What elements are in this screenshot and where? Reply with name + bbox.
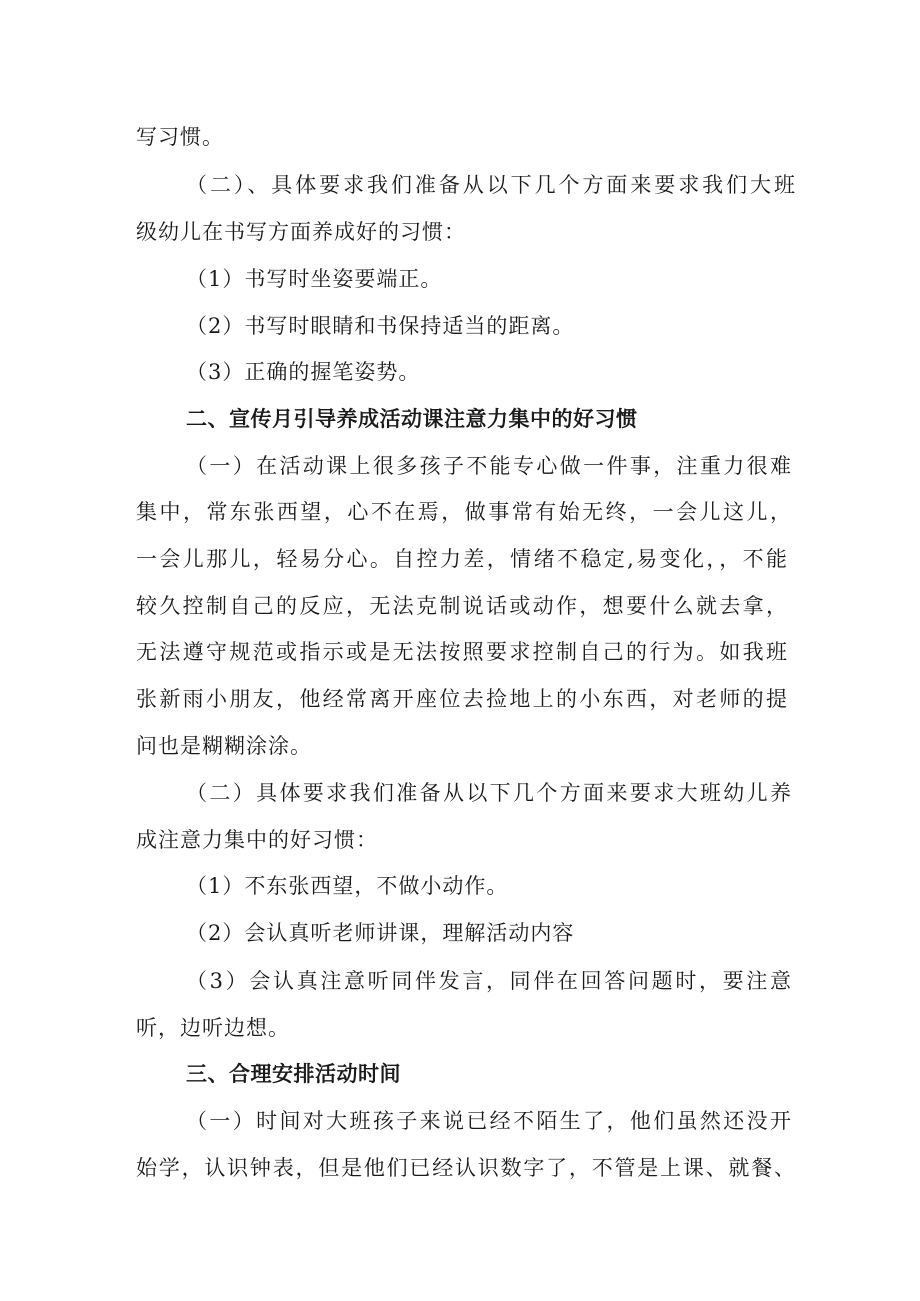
list-item: （1）书写时坐姿要端正。 — [186, 267, 443, 291]
list-item: （2）会认真听老师讲课，理解活动内容 — [186, 921, 575, 945]
subsection-heading-line: （二）、具体要求我们准备从以下几个方面来要求我们大班 — [186, 173, 796, 197]
list-item: （3）会认真注意听同伴发言，同伴在回答问题时，要注意 — [186, 969, 792, 993]
paragraph-line: 问也是糊糊涂涂。 — [136, 734, 312, 758]
list-item: （1）不东张西望，不做小动作。 — [186, 874, 509, 898]
paragraph-line: 无法遵守规范或指示或是无法按照要求控制自己的行为。如我班 — [136, 640, 788, 664]
paragraph-line: 写习惯。 — [136, 125, 224, 149]
paragraph-line: 较久控制自己的反应，无法克制说话或动作，想要什么就去拿， — [136, 594, 788, 618]
paragraph-line: 集中，常东张西望，心不在焉，做事常有始无终，一会儿这儿， — [136, 500, 792, 524]
section-heading: 二、宣传月引导养成活动课注意力集中的好习惯 — [186, 407, 638, 431]
paragraph-line: （一）时间对大班孩子来说已经不陌生了，他们虽然还没开 — [186, 1109, 792, 1133]
section-heading: 三、合理安排活动时间 — [186, 1062, 401, 1086]
paragraph-line: （一）在活动课上很多孩子不能专心做一件事，注重力很难 — [186, 454, 792, 478]
list-item: （2）书写时眼睛和书保持适当的距离。 — [186, 314, 575, 338]
list-item: （3）正确的握笔姿势。 — [186, 360, 421, 384]
paragraph-line: 始学，认识钟表，但是他们已经认识数字了，不管是上课、就餐、 — [136, 1156, 796, 1180]
paragraph-line: 成注意力集中的好习惯： — [136, 828, 378, 852]
paragraph-line: 张新雨小朋友，他经常离开座位去捡地上的小东西，对老师的提 — [136, 687, 788, 711]
paragraph-line: 级幼儿在书写方面养成好的习惯： — [136, 220, 466, 244]
list-item-continuation: 听，边听边想。 — [136, 1016, 290, 1040]
subsection-heading-line: （二）具体要求我们准备从以下几个方面来要求大班幼儿养 — [186, 781, 792, 805]
paragraph-line: 一会儿那儿，轻易分心。自控力差，情绪不稳定,易变化，，不能 — [136, 547, 788, 571]
